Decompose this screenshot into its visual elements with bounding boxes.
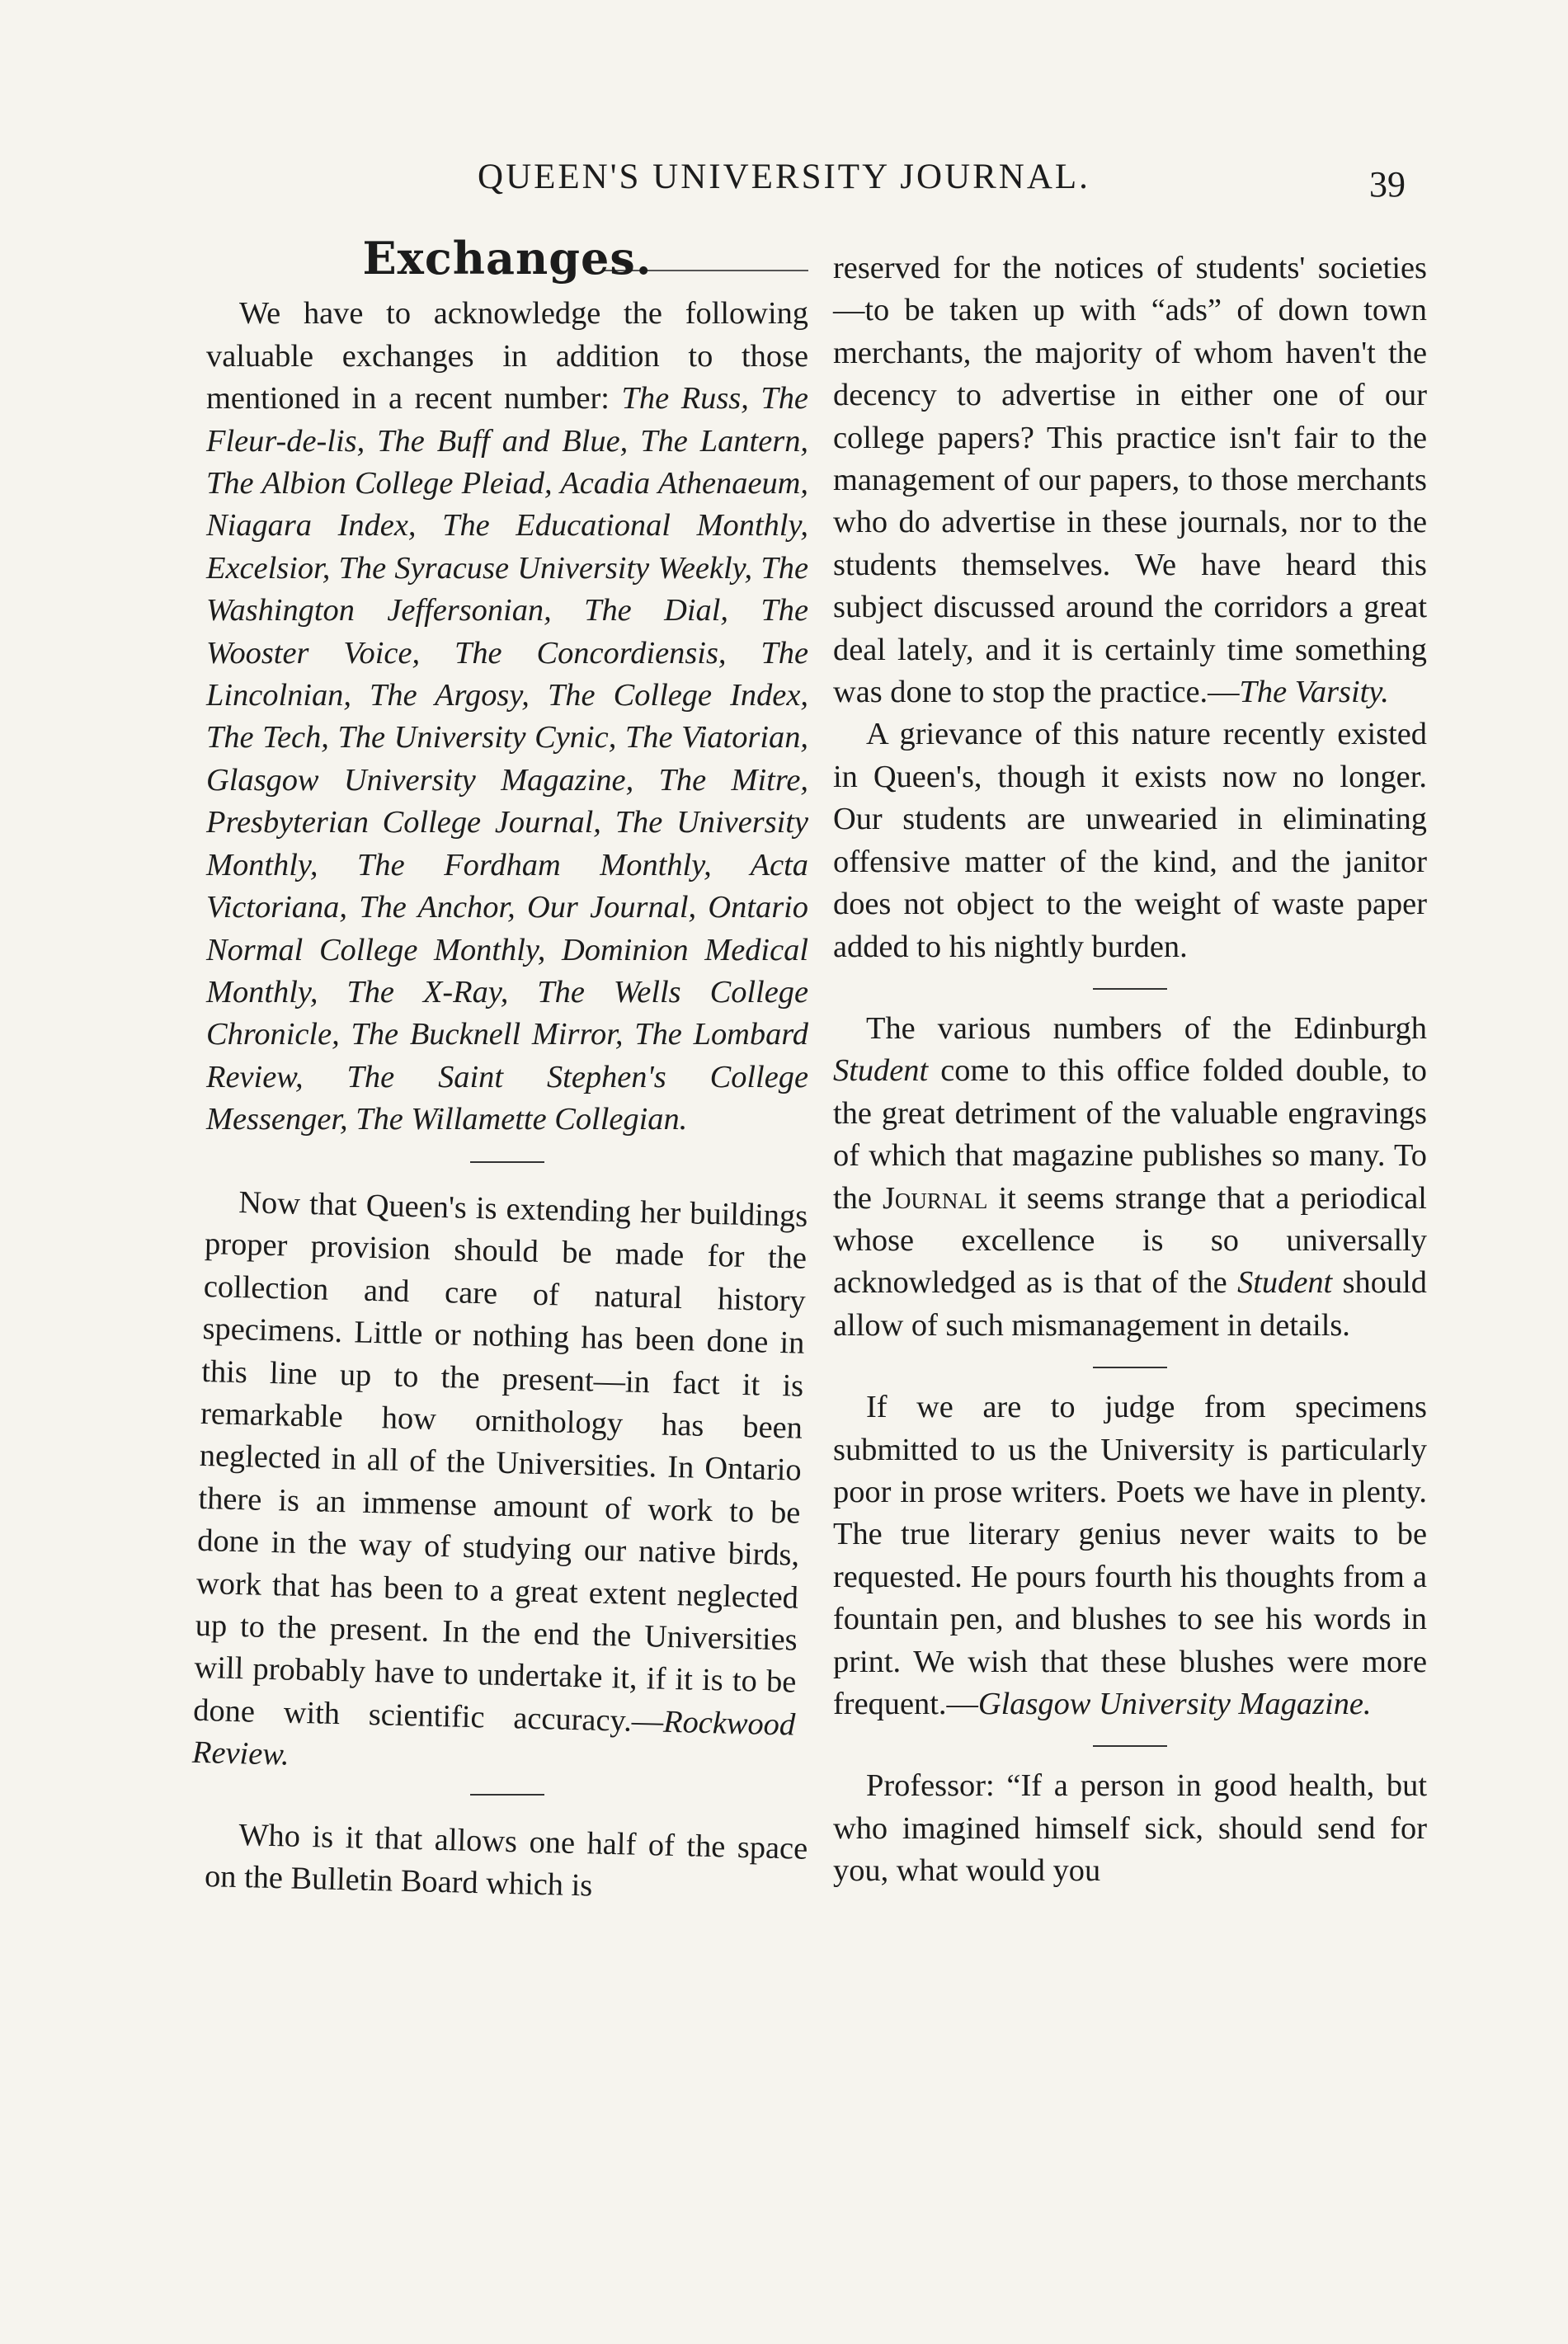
exchanges-list: The Russ, The Fleur-de-lis, The Buff and Blue, The Lantern, The Albion College Pleiad, Acadia Athenaeum, Niagara Index, The Educational Monthly, Excelsior, The Syracuse University Weekly, The Washington Jeffersonian, The Dial, The Wooster Voice, The Concordiensis, The Lincolnian, The Argosy, The College Index, The Tech, The University Cynic, The Viatorian, Glasgow University Magazine, The Mitre, Presbyterian College Journal, The University Monthly, The Fordham Monthly, Acta Victoriana, The Anchor, Our Journal, Ontario Normal College Monthly, Dominion Medical Monthly, The X-Ray, The Wells College Chronicle, The Bucknell Mirror, The Lombard Review, The Saint Stephen's College Messenger, The Willamette Collegian. <box>206 381 808 1137</box>
student-text-d: should allow of such mismanagement in details. <box>833 1265 1427 1343</box>
exchanges-intro: We have to acknowledge the following valuable exchanges in addition to those mentioned in a recent number: <box>206 296 808 417</box>
natural-history-text: Now that Queen's is extending her buildings proper provision should be made for the collection and care of natural history specimens. Little or nothing has been done in this line up to the present—in fact it is remarkable how ornithology has been neglected in all of the Universities. In Ontario there is an immense amount of work to be done in the way of studying our native birds, work that has been to a great extent neglected up to the present. In the end the Universities will probably have to undertake it, if it is to be done with scientific accuracy.— <box>192 1184 808 1739</box>
prose-text: If we are to judge from specimens submitted to us the University is particularly poor in prose writers. Poets we have in plenty. The true literary genius never waits to be requested. He pours fourth his thoughts from a fountain pen, and blushes to see his words in print. We wish that these blushes were more frequent.— <box>833 1390 1427 1721</box>
prose-paragraph <box>833 1386 1427 1725</box>
student-text-c: it seems strange that a periodical whose excellence is so universally acknowledged as is that of the <box>833 1180 1427 1301</box>
bulletin-paragraph-start: Who is it that allows one half of the space on the Bulletin Board which is <box>204 1818 808 1904</box>
student-title-a: Student <box>833 1053 929 1089</box>
natural-history-paragraph <box>191 1181 808 1789</box>
student-text-b: come to this office folded double, to the great detriment of the valuable engravings of which that magazine publishes so many. To the <box>833 1053 1427 1216</box>
professor-paragraph: Professor: “If a person in good health, but who imagined himself sick, should send for you, what would you <box>833 1768 1427 1889</box>
section-divider <box>1093 1745 1167 1747</box>
bulletin-paragraph-continued <box>833 247 1427 713</box>
bulletin-text: reserved for the notices of students' societies—to be taken up with “ads” of down town merchants, the majority of whom haven't the decency to advertise in either one of our college papers? This practice isn't fair to the management of our papers, to those merchants who do advertise in these journals, nor to the students themselves. We have heard this subject discussed around the corridors a great deal lately, and it is certainly time something was done to stop the practice.— <box>833 251 1427 710</box>
section-divider <box>1093 1367 1167 1368</box>
section-divider <box>470 1794 544 1796</box>
journal-name: Journal <box>882 1180 988 1216</box>
left-column <box>191 232 808 1904</box>
section-divider <box>1093 988 1167 990</box>
student-paragraph <box>833 1008 1427 1347</box>
natural-history-block <box>191 1181 808 1789</box>
natural-history-source: Rockwood Review. <box>191 1704 796 1772</box>
bulletin-source: The Varsity. <box>1239 675 1389 710</box>
running-title: QUEEN'S UNIVERSITY JOURNAL. <box>478 158 1090 196</box>
bulletin-block <box>204 1814 808 1913</box>
section-heading: Exchanges. <box>362 232 652 285</box>
prose-source: Glasgow University Magazine. <box>977 1687 1372 1721</box>
right-column <box>833 247 1427 1893</box>
section-divider <box>470 1161 544 1163</box>
exchanges-paragraph <box>206 293 808 1141</box>
grievance-paragraph: A grievance of this nature recently existed in Queen's, though it exists now no longer. Our students are unwearied in eliminating offensive matter of the kind, and the janitor does not object to the weight of waste paper added to his nightly burden. <box>833 717 1427 964</box>
student-title-b: Student <box>1237 1265 1333 1301</box>
student-text-a: The various numbers of the Edinburgh <box>866 1010 1427 1046</box>
page-number: 39 <box>1369 164 1406 205</box>
